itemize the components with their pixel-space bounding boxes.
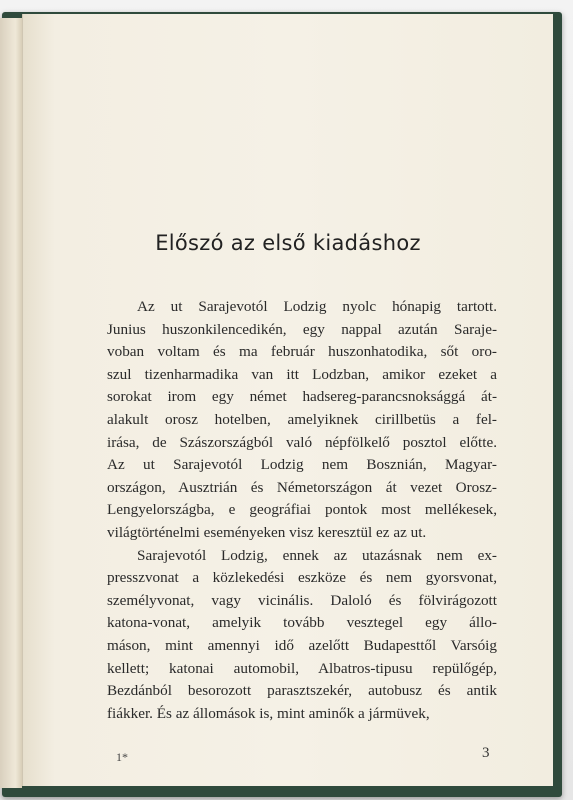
text-line: fiákker. És az állomások is, mint aminők a jármüvek, xyxy=(107,704,430,722)
signature-mark: 1* xyxy=(116,750,128,764)
text-line: szul tizenharmadika van itt Lodzban, amikor ezeket a xyxy=(107,365,497,383)
text-line: alakult orosz hotelben, amelyiknek cirillbetüs a fel- xyxy=(107,410,497,428)
text-line: Sarajevotól Lodzig, ennek az utazásnak nem ex- xyxy=(137,546,497,564)
body-text xyxy=(107,296,497,725)
text-line: Bezdánból besorozott parasztszekér, autobusz és antik xyxy=(107,682,497,700)
text-line: sorokat irom egy német hadsereg-parancsnoksággá át- xyxy=(107,388,497,406)
book-page xyxy=(22,14,553,786)
text-line: Lengyelországba, e geográfiai pontok most mellékesek, xyxy=(107,501,497,519)
text-line: Junius huszonkilencedikén, egy nappal azután Saraje- xyxy=(107,320,497,338)
text-line: voban voltam és ma február huszonhatodika, sőt oro- xyxy=(107,343,497,361)
text-line: presszvonat a közlekedési eszköze és nem gyorsvonat, xyxy=(107,569,497,587)
page-number: 3 xyxy=(482,745,490,761)
text-line: máson, mint amennyi idő azelőtt Budapesttől Varsóig xyxy=(107,636,497,654)
text-line: Az ut Sarajevotól Lodzig nyolc hónapig tartott. xyxy=(137,298,497,315)
page-heading: Előszó az első kiadáshoz xyxy=(155,231,421,255)
text-line: Az ut Sarajevotól Lodzig nem Bosznián, Magyar- xyxy=(107,456,497,474)
text-line: világtörténelmi eseményeken visz keresztül ez az ut. xyxy=(107,523,427,541)
text-line: kellett; katonai automobil, Albatros-tipusu repülőgép, xyxy=(107,659,497,677)
text-line: katona-vonat, amelyik tovább vesztegel egy állo- xyxy=(107,614,497,632)
text-line: személyvonat, vagy vicinális. Daloló és fölvirágozott xyxy=(107,591,497,609)
text-line: országon, Ausztrián és Németországon át vezet Orosz- xyxy=(107,478,497,496)
text-line: irása, de Szászországból való népfölkelő posztol előtte. xyxy=(107,433,497,451)
left-page-edge xyxy=(0,18,22,788)
